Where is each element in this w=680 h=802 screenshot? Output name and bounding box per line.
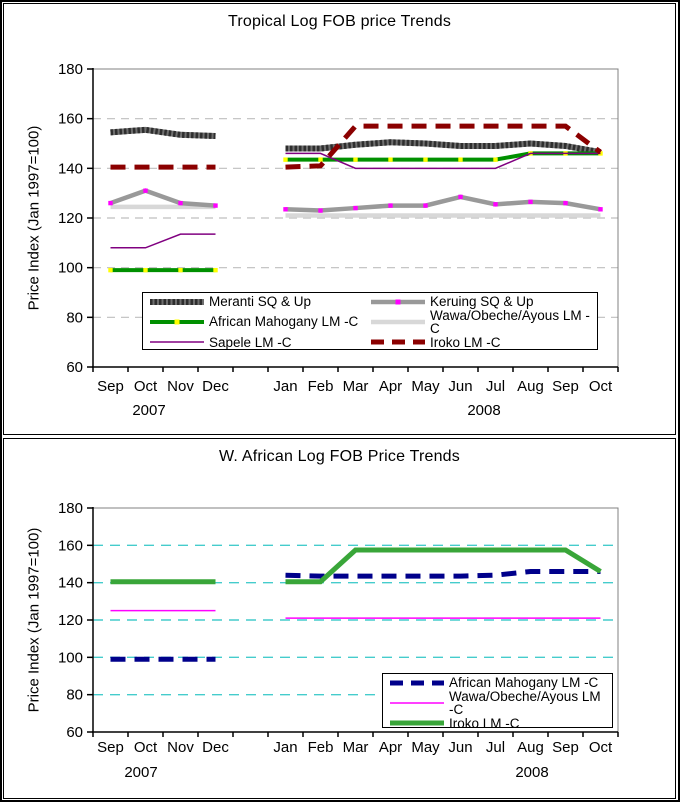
- x-month-label: Sep: [552, 378, 579, 395]
- y-tick-label: 120: [57, 612, 83, 629]
- y-tick-label: 160: [57, 110, 83, 128]
- x-year-label: 2007: [124, 764, 158, 781]
- x-month-label: Oct: [588, 739, 613, 756]
- chart-title-tropical: Tropical Log FOB price Trends: [227, 13, 452, 30]
- x-year-label: 2008: [467, 402, 501, 419]
- axes: [58, 61, 618, 419]
- legend-swatch-meranti-sq-up: [149, 297, 205, 307]
- legend-label: Sapele LM -C: [209, 334, 292, 350]
- x-month-label: May: [411, 378, 440, 395]
- x-month-label: Jan: [273, 378, 298, 395]
- y-tick-label: 120: [57, 210, 83, 227]
- y-tick-label: 180: [57, 500, 83, 517]
- legend-swatch-african-mahogany-lm-c: [149, 317, 205, 327]
- legend-swatch-sapele-lm-c: [149, 337, 205, 347]
- x-month-label: Nov: [167, 378, 194, 395]
- x-month-label: Nov: [167, 739, 194, 756]
- x-month-label: Aug: [517, 378, 544, 395]
- legend-item-meranti-sq-up: [149, 295, 370, 309]
- legend-swatch-iroko-lm-c: [389, 718, 445, 728]
- legend-swatch-wawa-obeche-ayous-lm-c: [370, 317, 426, 327]
- legend-label: Meranti SQ & Up: [209, 294, 312, 309]
- x-month-label: May: [411, 739, 440, 756]
- x-month-label: Feb: [307, 739, 334, 756]
- chart-panel-tropical: [3, 3, 676, 435]
- legend-item-iroko-lm-c: [389, 717, 606, 731]
- x-month-label: Jan: [273, 739, 298, 756]
- x-month-label: Sep: [97, 739, 124, 756]
- series-african-mahogany-lm-c: [111, 571, 601, 659]
- y-tick-label: 60: [66, 359, 83, 376]
- x-year-label: 2007: [132, 402, 166, 419]
- legend-item-wawa-obeche-ayous-lm-c: [370, 309, 591, 336]
- y-tick-label: 160: [57, 537, 83, 555]
- series-african-mahogany-lm-c: [108, 151, 602, 272]
- chart-panel-w-african: [3, 438, 676, 799]
- legend-label: African Mahogany LM -C: [209, 314, 359, 330]
- x-month-label: Sep: [97, 378, 124, 395]
- y-tick-label: 60: [66, 724, 83, 741]
- x-month-label: Jul: [485, 378, 506, 395]
- axes: [58, 500, 618, 781]
- legend-label: Wawa/Obeche/Ayous LM -C: [449, 688, 601, 717]
- y-axis-title-tropical: Price Index (Jan 1997=100): [25, 125, 43, 311]
- legend-w-african: [382, 673, 613, 731]
- series-iroko-lm-c: [111, 550, 601, 582]
- y-tick-label: 140: [57, 160, 83, 178]
- x-month-label: Dec: [202, 739, 229, 756]
- chart-title-w-african: W. African Log FOB Price Trends: [219, 448, 460, 465]
- legend-item-african-mahogany-lm-c: [149, 309, 370, 336]
- gridlines: [93, 119, 618, 318]
- x-month-label: Oct: [133, 378, 158, 395]
- x-month-label: Oct: [133, 739, 158, 756]
- legend-swatch-african-mahogany-lm-c: [389, 678, 445, 688]
- legend-swatch-iroko-lm-c: [370, 337, 426, 347]
- y-tick-label: 100: [57, 259, 83, 277]
- legend-label: Keruing SQ & Up: [430, 294, 534, 309]
- legend-item-african-mahogany-lm-c: [389, 676, 606, 690]
- x-month-label: Apr: [378, 739, 403, 756]
- x-month-label: Jul: [485, 739, 506, 756]
- x-month-label: Aug: [517, 739, 544, 756]
- x-month-label: Mar: [342, 739, 369, 756]
- legend-label: Iroko LM -C: [449, 715, 520, 731]
- x-month-label: Jun: [448, 739, 473, 756]
- x-month-label: Feb: [307, 378, 334, 395]
- legend-item-wawa-obeche-ayous-lm-c: [389, 690, 606, 717]
- x-month-label: Oct: [588, 378, 613, 395]
- x-month-label: Dec: [202, 378, 229, 395]
- x-month-label: Sep: [552, 739, 579, 756]
- y-tick-label: 100: [57, 649, 83, 667]
- x-month-label: Apr: [378, 378, 403, 395]
- y-tick-label: 80: [66, 686, 83, 704]
- legend-item-iroko-lm-c: [370, 336, 591, 350]
- legend-swatch-keruing-sq-up: [370, 297, 426, 307]
- tropical-chart-plot: [4, 4, 675, 432]
- legend-item-sapele-lm-c: [149, 336, 370, 350]
- series-wawa-obeche-ayous-lm-c: [111, 611, 601, 618]
- legend-item-keruing-sq-up: [370, 295, 591, 309]
- y-tick-label: 140: [57, 574, 83, 592]
- legend-swatch-wawa-obeche-ayous-lm-c: [389, 698, 445, 708]
- y-tick-label: 180: [57, 61, 83, 78]
- series-meranti-sq-up: [111, 130, 601, 152]
- x-year-label: 2008: [515, 764, 549, 781]
- legend-tropical: [142, 292, 598, 350]
- y-tick-label: 80: [66, 309, 83, 327]
- y-axis-title-w-african: Price Index (Jan 1997=100): [25, 527, 43, 713]
- legend-label: Iroko LM -C: [430, 334, 501, 350]
- x-month-label: Mar: [342, 378, 369, 395]
- series-keruing-sq-up: [108, 188, 602, 212]
- legend-label: Wawa/Obeche/Ayous LM -C: [430, 307, 590, 336]
- w-african-chart-plot: [4, 439, 675, 796]
- legend-label: African Mahogany LM -C: [449, 675, 599, 690]
- x-month-label: Jun: [448, 378, 473, 395]
